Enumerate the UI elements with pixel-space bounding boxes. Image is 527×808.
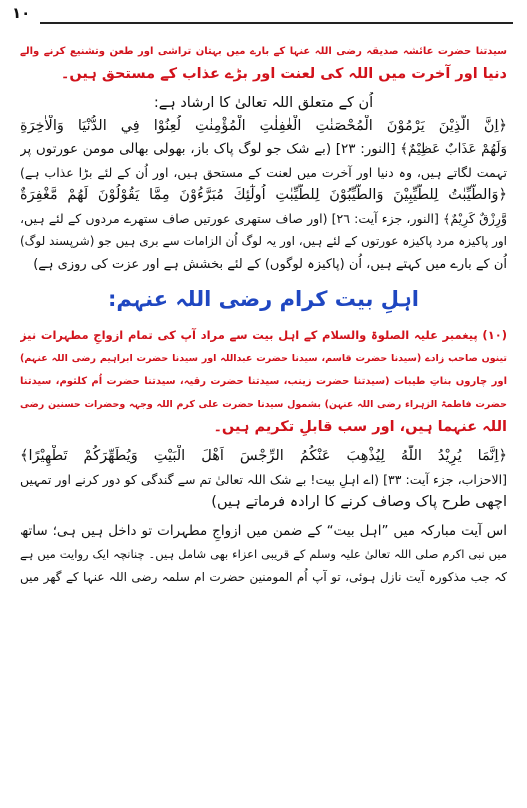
text-line: اور چاروں بناتِ طیبات (سیدتنا حضرت زینب، سیدتنا حضرت رقیہ، سیدتنا حضرت اُم کلثوم، سیدتنا xyxy=(20,376,507,387)
closing-paragraph xyxy=(20,520,507,589)
text-line: حضرت فاطمۃ الزہراء رضی اللہ عنہن) بشمول سیدنا حضرت علی کرم اللہ وجہہ وحضرات حسنین رضی xyxy=(20,399,507,410)
section-heading: اہلِ بیت کرام رضی اللہ عنہم: xyxy=(107,287,420,311)
page-number: ۱۰ xyxy=(12,4,31,22)
page-body xyxy=(20,40,507,589)
text-line: وَلَهُمْ عَذَابٌ عَظِيْمٌ﴾ [النور: ٢٣] (بے شک جو لوگ پاک باز، بھولی بھالی مومن عورتوں پر xyxy=(20,141,507,157)
text-line: [الاحزاب، جزء آیت: ٣٣] (اے اہلِ بیت! بے شک اللہ تعالیٰ تم سے گندگی کو دور کرنے اور تمہیں xyxy=(20,472,507,487)
text-line: میں نبی اکرم صلی اللہ تعالیٰ علیہ وسلم کے قریبی اعزاء بھی شامل ہیں۔ چنانچہ ایک روایت میں ہے xyxy=(20,547,507,561)
text-line: تہمت لگاتے ہیں، وہ دنیا اور آخرت میں لعنت کے مستحق ہیں، اور اُن کے لئے بڑا عذاب ہے) xyxy=(20,165,507,180)
header-rule xyxy=(40,22,513,24)
text-line: اللہ عنہما ہیں، اور سب قابلِ تکریم ہیں۔ xyxy=(213,419,507,435)
text-line: اچھی طرح پاک وصاف کرنے کا ارادہ فرماتے ہیں) xyxy=(211,494,507,510)
text-line: ﴿اِنَّ الَّذِيْنَ يَرْمُوْنَ الْمُحْصَنٰتِ الْغٰفِلٰتِ الْمُؤْمِنٰتِ لُعِنُوْا فِي الدُّنْيَا وَالْاٰخِرَةِ xyxy=(20,118,507,134)
text-line: کہ جب مذکورہ آیت نازل ہوئی، تو آپ اُم المومنین حضرت ام سلمہ رضی اللہ عنہا کے گھر میں xyxy=(20,570,507,584)
text-line: ﴿اِنَّمَا يُرِيْدُ اللّٰهُ لِيُذْهِبَ عَنْكُمُ الرِّجْسَ اَهْلَ الْبَيْتِ وَيُطَهِّرَكُمْ تَطْهِيْرًا﴾ xyxy=(20,448,507,464)
verse-nur-23 xyxy=(20,115,507,184)
text-line: ﴿وَالطَّيِّبٰتُ لِلطَّيِّبِيْنَ وَالطَّيِّبُوْنَ لِلطَّيِّبٰتِ اُولٰٓئِكَ مُبَرَّءُوْنَ مِمَّا يَقُوْلُوْنَ لَهُمْ مَّغْفِرَةٌ xyxy=(20,187,507,203)
intro-paragraph xyxy=(20,40,507,86)
text-line: اور پاکیزہ مرد پاکیزہ عورتوں کے لئے ہیں، اور یہ لوگ اُن الزامات سے بری ہیں جو (شرپسند لوگ) xyxy=(20,234,507,248)
verse-nur-26 xyxy=(20,184,507,276)
verse-ahzab-33 xyxy=(20,445,507,514)
point-10 xyxy=(20,324,507,439)
text-line: وَّرِزْقٌ كَرِيْمٌ﴾ [النور، جزء آیت: ٢٦] (اور صاف ستھری عورتیں صاف ستھرے مردوں کے لئے ہیں، xyxy=(20,211,507,226)
text-line: دنیا اور آخرت میں اللہ کی لعنت اور بڑے عذاب کے مستحق ہیں۔ xyxy=(60,66,507,82)
text-line: تینوں صاحب زادے (سیدنا حضرت قاسم، سیدنا حضرت عبداللہ اور سیدنا حضرت ابراہیم رضی اللہ عنہم) xyxy=(20,353,507,364)
text-line: (۱۰) پیغمبر علیہ الصلوۃ والسلام کے اہل بیت سے مراد آپ کی تمام ازواجِ مطہرات نیز xyxy=(20,328,507,342)
text-line: اُن کے بارے میں کہتے ہیں، اُن (پاکیزہ لوگوں) کے لئے بخشش ہے اور عزت کی روزی ہے) xyxy=(33,257,507,272)
text-line: اس آیت مبارکہ میں ”اہل بیت“ کے ضمن میں ازواجِ مطہرات تو داخل ہیں ہی؛ ساتھ xyxy=(20,523,507,539)
section-lead: اُن کے متعلق اللہ تعالیٰ کا ارشاد ہے: xyxy=(153,95,374,111)
text-line: سیدتنا حضرت عائشہ صدیقہ رضی اللہ عنہا کے بارے میں بہتان تراشی اور طعن وتشنیع کرنے والے xyxy=(20,46,507,57)
